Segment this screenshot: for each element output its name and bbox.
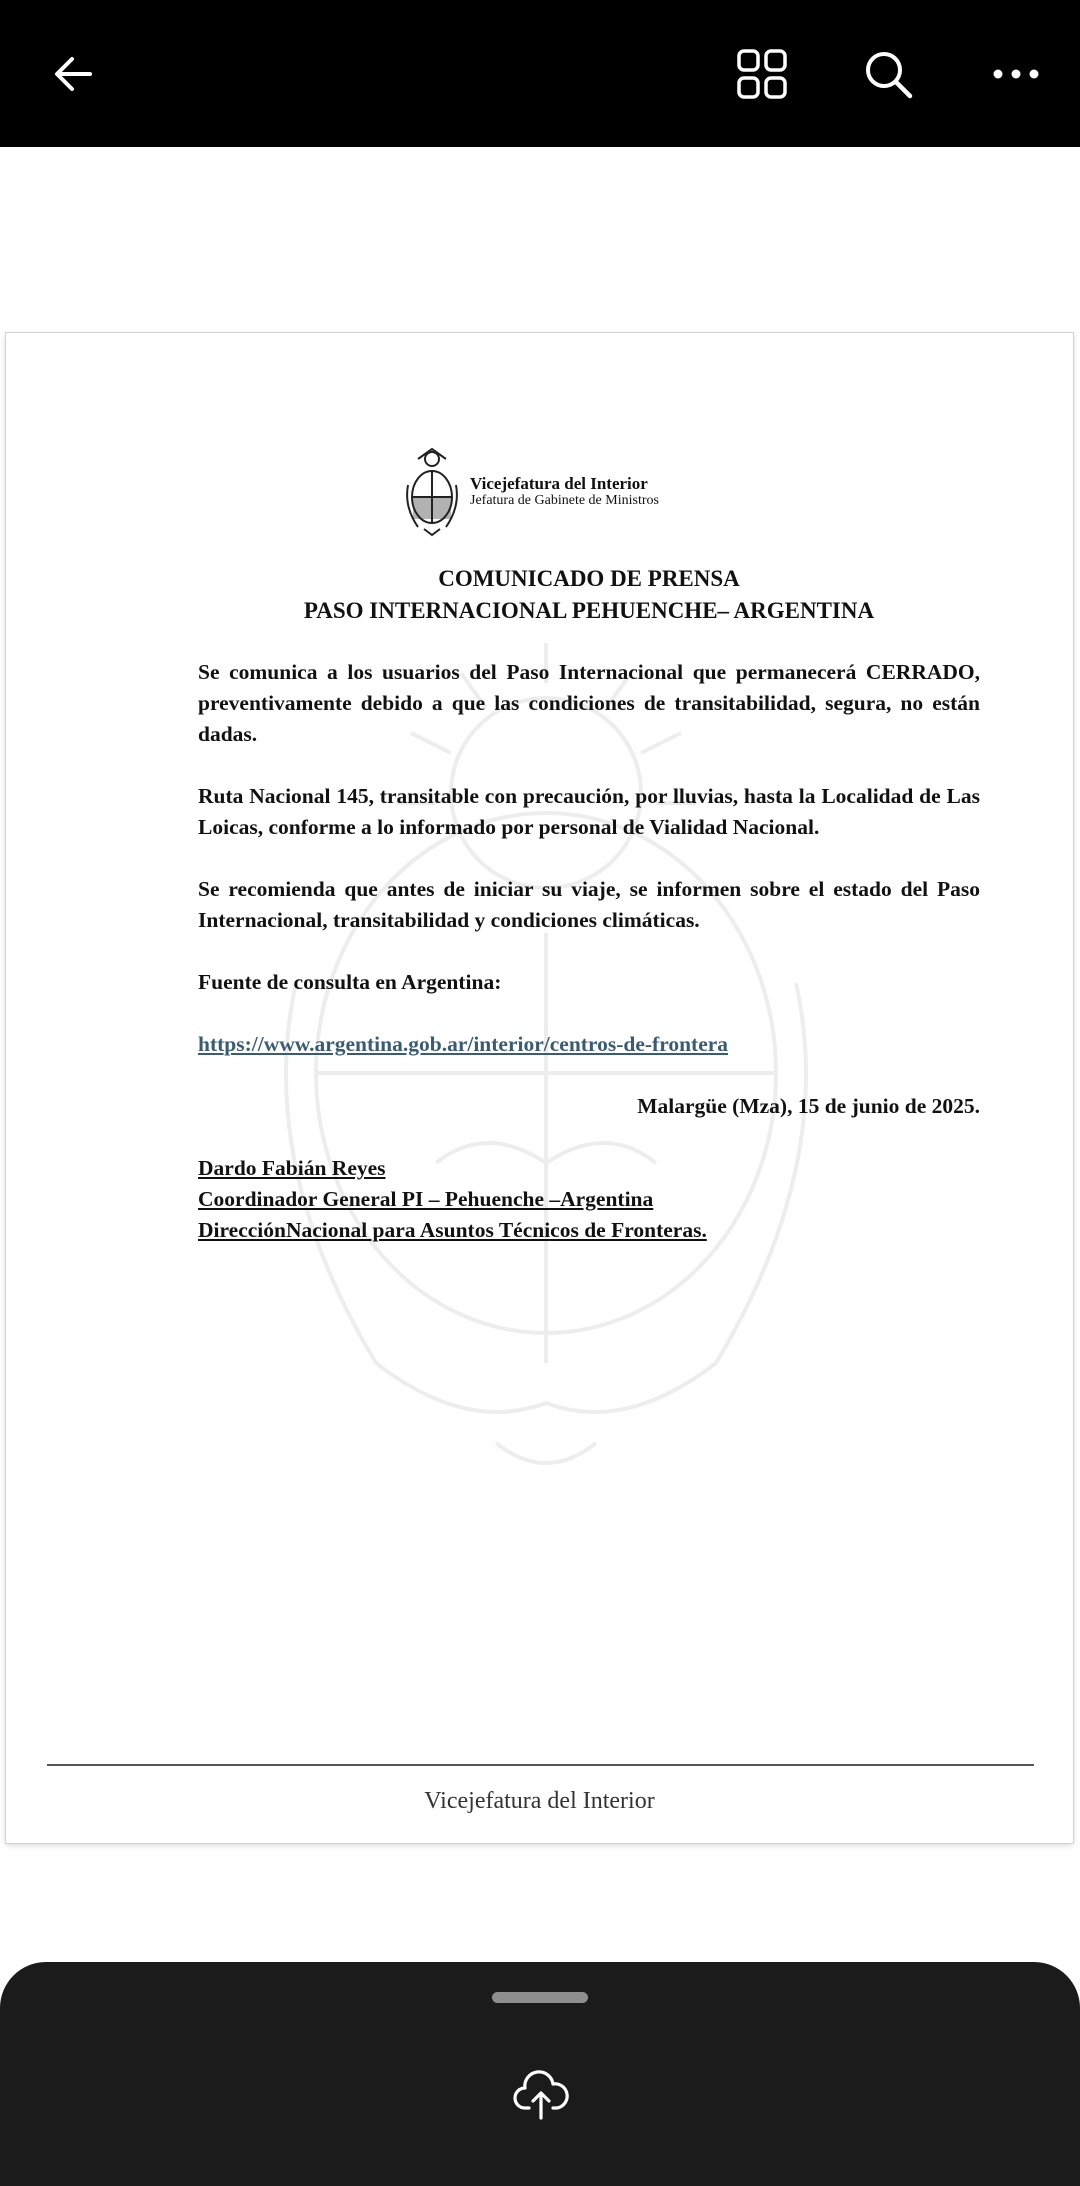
signature-office: DirecciónNacional para Asuntos Técnicos de Fronteras. bbox=[198, 1218, 707, 1242]
search-button[interactable] bbox=[852, 38, 924, 110]
footer-text: Vicejefatura del Interior bbox=[424, 1788, 655, 1814]
document-body bbox=[198, 563, 980, 1246]
drag-handle[interactable] bbox=[492, 1992, 588, 2003]
source-link[interactable]: https://www.argentina.gob.ar/interior/centros-de-frontera bbox=[198, 1032, 729, 1056]
back-button[interactable] bbox=[38, 38, 110, 110]
footer-divider bbox=[47, 1764, 1034, 1766]
more-options-button[interactable] bbox=[980, 38, 1052, 110]
heading-pass-name: PASO INTERNACIONAL PEHUENCHE– ARGENTINA bbox=[303, 598, 875, 623]
top-toolbar bbox=[0, 0, 1080, 147]
letterhead-title: Vicejefatura del Interior bbox=[470, 473, 648, 493]
bottom-sheet[interactable] bbox=[0, 1962, 1080, 2186]
date-line: Malargüe (Mza), 15 de junio de 2025. bbox=[637, 1094, 980, 1118]
letterhead-subtitle: Jefatura de Gabinete de Ministros bbox=[470, 492, 659, 508]
grid-icon bbox=[736, 48, 788, 100]
signature-name: Dardo Fabián Reyes bbox=[198, 1156, 386, 1180]
cloud-upload-icon[interactable] bbox=[513, 2070, 569, 2122]
coat-of-arms-icon bbox=[404, 445, 460, 537]
signature-role: Coordinador General PI – Pehuenche –Argentina bbox=[198, 1187, 654, 1211]
paragraph-source: Fuente de consulta en Argentina: bbox=[198, 970, 502, 994]
heading-press-release: COMUNICADO DE PRENSA bbox=[438, 566, 740, 591]
paragraph-route: Ruta Nacional 145, transitable con precaución, por lluvias, hasta la Localidad de Las Loicas, conforme a lo informado por personal de Vialidad Nacional. bbox=[198, 784, 980, 839]
document-page[interactable] bbox=[6, 333, 1073, 1843]
paragraph-closure: Se comunica a los usuarios del Paso Internacional que permanecerá CERRADO, preventivamente debido a que las condiciones de transitabilidad, segura, no están dadas. bbox=[198, 660, 980, 746]
search-icon bbox=[862, 48, 914, 100]
paragraph-recommendation: Se recomienda que antes de iniciar su viaje, se informen sobre el estado del Paso Internacional, transitabilidad y condiciones climáticas. bbox=[198, 877, 980, 932]
grid-view-button[interactable] bbox=[726, 38, 798, 110]
letterhead bbox=[404, 445, 659, 537]
arrow-left-icon bbox=[50, 50, 98, 98]
more-horizontal-icon bbox=[992, 66, 1040, 82]
